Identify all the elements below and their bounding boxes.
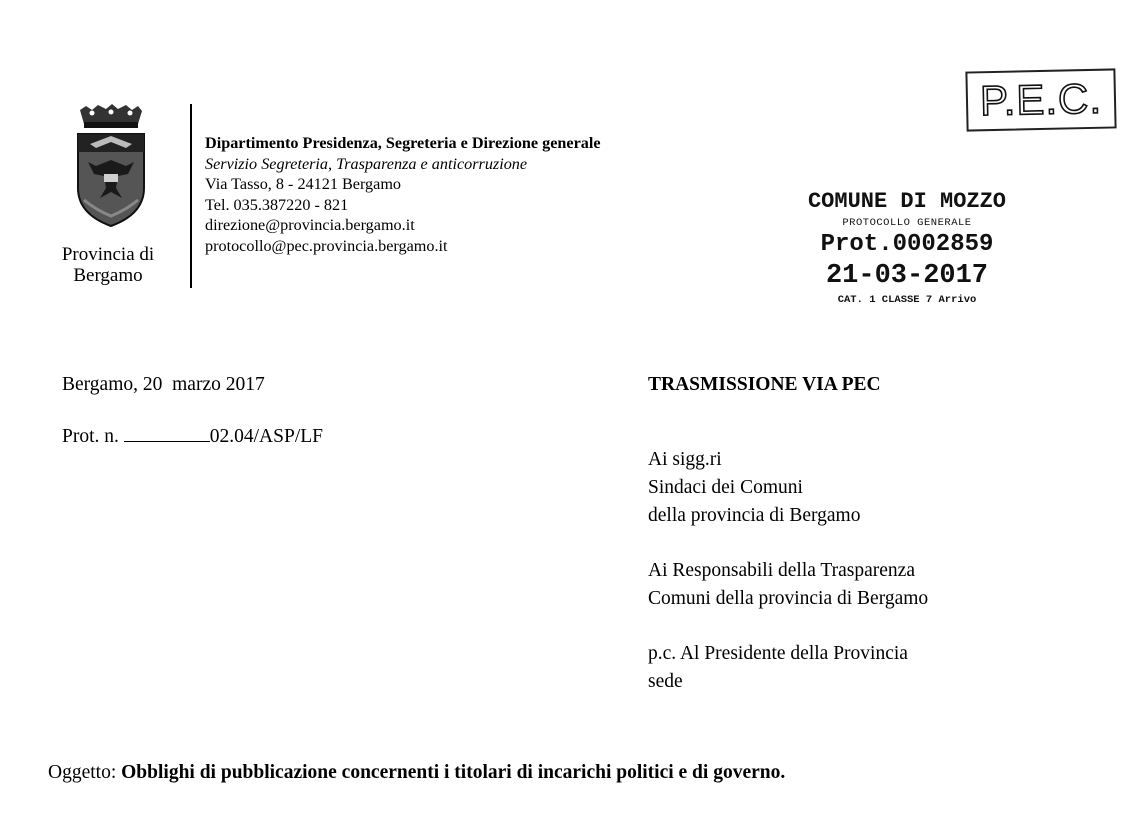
prot-code: 02.04/ASP/LF <box>209 426 324 447</box>
service-name: Servizio Segreteria, Trasparenza e anticorruzione <box>205 154 528 173</box>
prot-number-blank <box>124 422 210 442</box>
transmission-note: TRASMISSIONE VIA PEC <box>648 374 881 395</box>
pec-stamp-label: P.E.C. <box>979 74 1103 125</box>
department-title: Dipartimento Presidenza, Segreteria e Direzione generale <box>205 134 601 152</box>
address: Via Tasso, 8 - 24121 Bergamo <box>205 175 402 193</box>
pec-stamp <box>965 68 1116 131</box>
recipients <box>648 446 928 723</box>
protocol-number: Prot.0002859 <box>820 231 994 258</box>
protocol-stamp <box>762 188 1052 308</box>
email: direzione@provincia.bergamo.it <box>205 216 415 234</box>
protocol-date: 21-03-2017 <box>825 261 989 291</box>
prot-prefix: Prot. n. <box>62 426 119 447</box>
recipient-line: Comuni della provincia di Bergamo <box>648 588 929 609</box>
org-name-line2: Bergamo <box>73 265 143 286</box>
subject-label: Oggetto: <box>48 762 117 783</box>
recipient-line: p.c. Al Presidente della Provincia <box>648 643 908 664</box>
subject-line <box>48 762 785 784</box>
pec-email: protocollo@pec.provincia.bergamo.it <box>205 236 448 255</box>
coat-of-arms-logo <box>66 104 150 246</box>
protocol-category: CAT. 1 CLASSE 7 Arrivo <box>837 294 977 306</box>
recipient-block <box>648 640 928 696</box>
subject-text: Obblighi di pubblicazione concernenti i titolari di incarichi politici e di governo. <box>121 762 786 783</box>
protocol-registry: PROTOCOLLO GENERALE <box>842 217 972 229</box>
recipient-line: Ai Responsabili della Trasparenza <box>648 560 915 581</box>
phone: Tel. 035.387220 - 821 <box>205 195 349 214</box>
recipient-line: Ai sigg.ri <box>648 449 722 470</box>
place-date: Bergamo, 20 marzo 2017 <box>62 374 265 395</box>
recipient-line: sede <box>648 671 683 692</box>
organization-name <box>44 244 172 286</box>
recipient-line: della provincia di Bergamo <box>648 505 861 526</box>
recipient-line: Sindaci dei Comuni <box>648 477 803 498</box>
recipient-block <box>648 446 928 530</box>
protocol-reference <box>62 422 323 449</box>
department-header <box>205 133 601 256</box>
org-name-line1: Provincia di <box>61 244 155 265</box>
recipient-block <box>648 557 928 613</box>
header-divider <box>190 104 192 288</box>
protocol-comune: COMUNE DI MOZZO <box>807 189 1007 214</box>
